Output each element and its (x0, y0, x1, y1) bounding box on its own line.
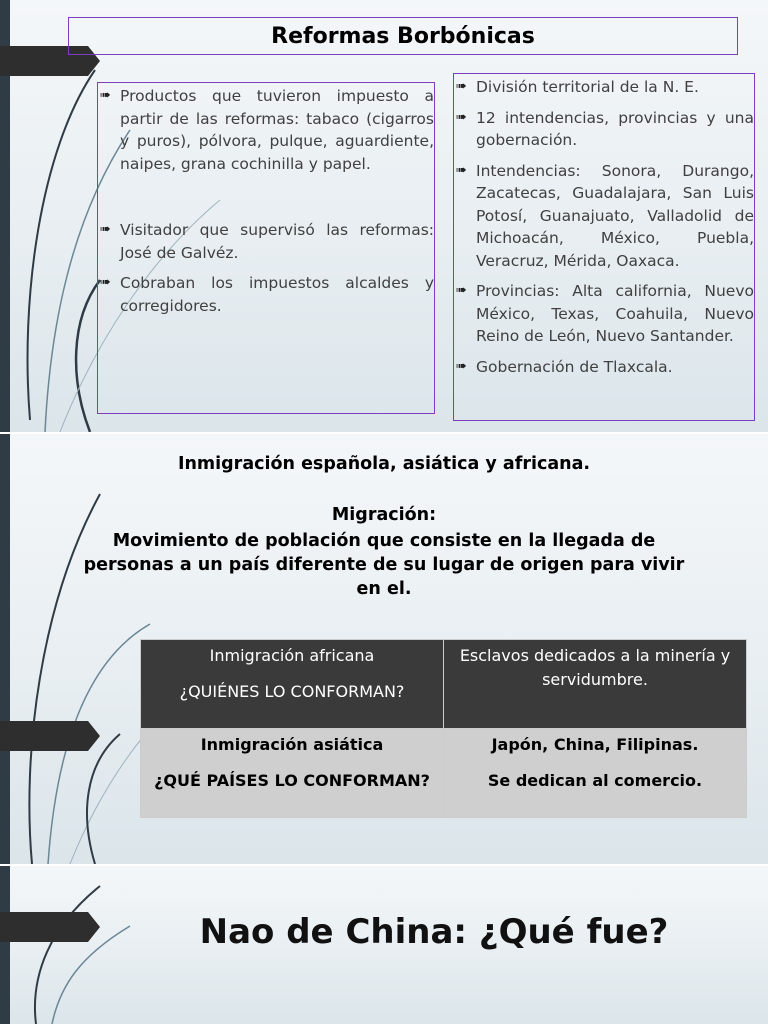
arrow-bullet-icon: ➠ (100, 275, 111, 290)
table-row (141, 640, 747, 729)
bullet-text: División territorial de la N. E. (476, 78, 699, 96)
slide-title: Reformas Borbónicas (68, 17, 738, 55)
arrow-tab (0, 721, 100, 751)
migration-definition: Movimiento de población que consiste en la llegada de personas a un país diferente de su lugar de origen para vivir en el. (83, 531, 685, 599)
bullet-item (456, 280, 754, 348)
bullet-text: Gobernación de Tlaxcala. (476, 357, 673, 376)
left-text-box (97, 82, 435, 414)
slide-nao-de-china (0, 866, 768, 1024)
table-row (141, 729, 747, 818)
arrow-bullet-icon: ➠ (456, 109, 467, 125)
bullet-text: Cobraban los impuestos alcaldes y corregidores. (120, 274, 434, 315)
migration-label: Migración: (331, 505, 437, 525)
arrow-bullet-icon: ➠ (456, 162, 467, 178)
arrow-bullet-icon: ➠ (456, 358, 467, 374)
row-answer: Esclavos dedicados a la minería y servidumbre. (459, 646, 731, 689)
bullet-item (456, 76, 754, 99)
row-question: ¿QUÉ PAÍSES LO CONFORMAN? (154, 771, 430, 790)
row-label: Inmigración africana (209, 646, 375, 665)
bullet-item (100, 219, 434, 264)
arrow-bullet-icon: ➠ (456, 283, 467, 298)
immigration-table (140, 639, 747, 818)
row-answer: Japón, China, Filipinas. (491, 735, 699, 754)
section-heading: Inmigración española, asiática y africana. (177, 454, 591, 474)
arrow-bullet-icon: ➠ (100, 88, 111, 103)
row-question: ¿QUIÉNES LO CONFORMAN? (179, 682, 405, 701)
table-cell-answer (444, 640, 747, 729)
bullet-text: Provincias: Alta california, Nuevo México, Texas, Coahuila, Nuevo Reino de León, Nuevo Santander. (476, 282, 754, 345)
bullet-text: Productos que tuvieron impuesto a partir de las reformas: tabaco (cigarros y puros), pólvora, pulque, aguardiente, naipes, grana cochinilla y papel. (120, 87, 434, 173)
bullet-item (100, 85, 434, 175)
slide-title: Nao de China: ¿Qué fue? (199, 912, 669, 952)
bullet-item (100, 272, 434, 317)
row-answer-secondary: Se dedican al comercio. (487, 771, 703, 790)
bullet-item (456, 107, 754, 152)
bullet-item (456, 160, 754, 273)
table-cell-label (141, 729, 444, 818)
table-cell-answer (444, 729, 747, 818)
table-cell-label (141, 640, 444, 729)
bullet-text: 12 intendencias, provincias y una gobernación. (476, 108, 754, 149)
right-text-box (453, 73, 755, 421)
bullet-item (456, 356, 754, 379)
bullet-text: Intendencias: Sonora, Durango, Zacatecas, Guadalajara, San Luis Potosí, Guanajuato, Valladolid de Michoacán, México, Puebla, Veracruz, Mérida, Oaxaca. (476, 161, 754, 270)
arrow-tab (0, 912, 100, 942)
row-label: Inmigración asiática (200, 735, 384, 754)
bullet-text: Visitador que supervisó las reformas: José de Galvéz. (120, 221, 434, 262)
arrow-bullet-icon: ➠ (456, 79, 467, 94)
arrow-bullet-icon: ➠ (100, 222, 111, 237)
slide-reformas-borbonicas (0, 0, 768, 432)
slide-inmigracion (0, 434, 768, 864)
